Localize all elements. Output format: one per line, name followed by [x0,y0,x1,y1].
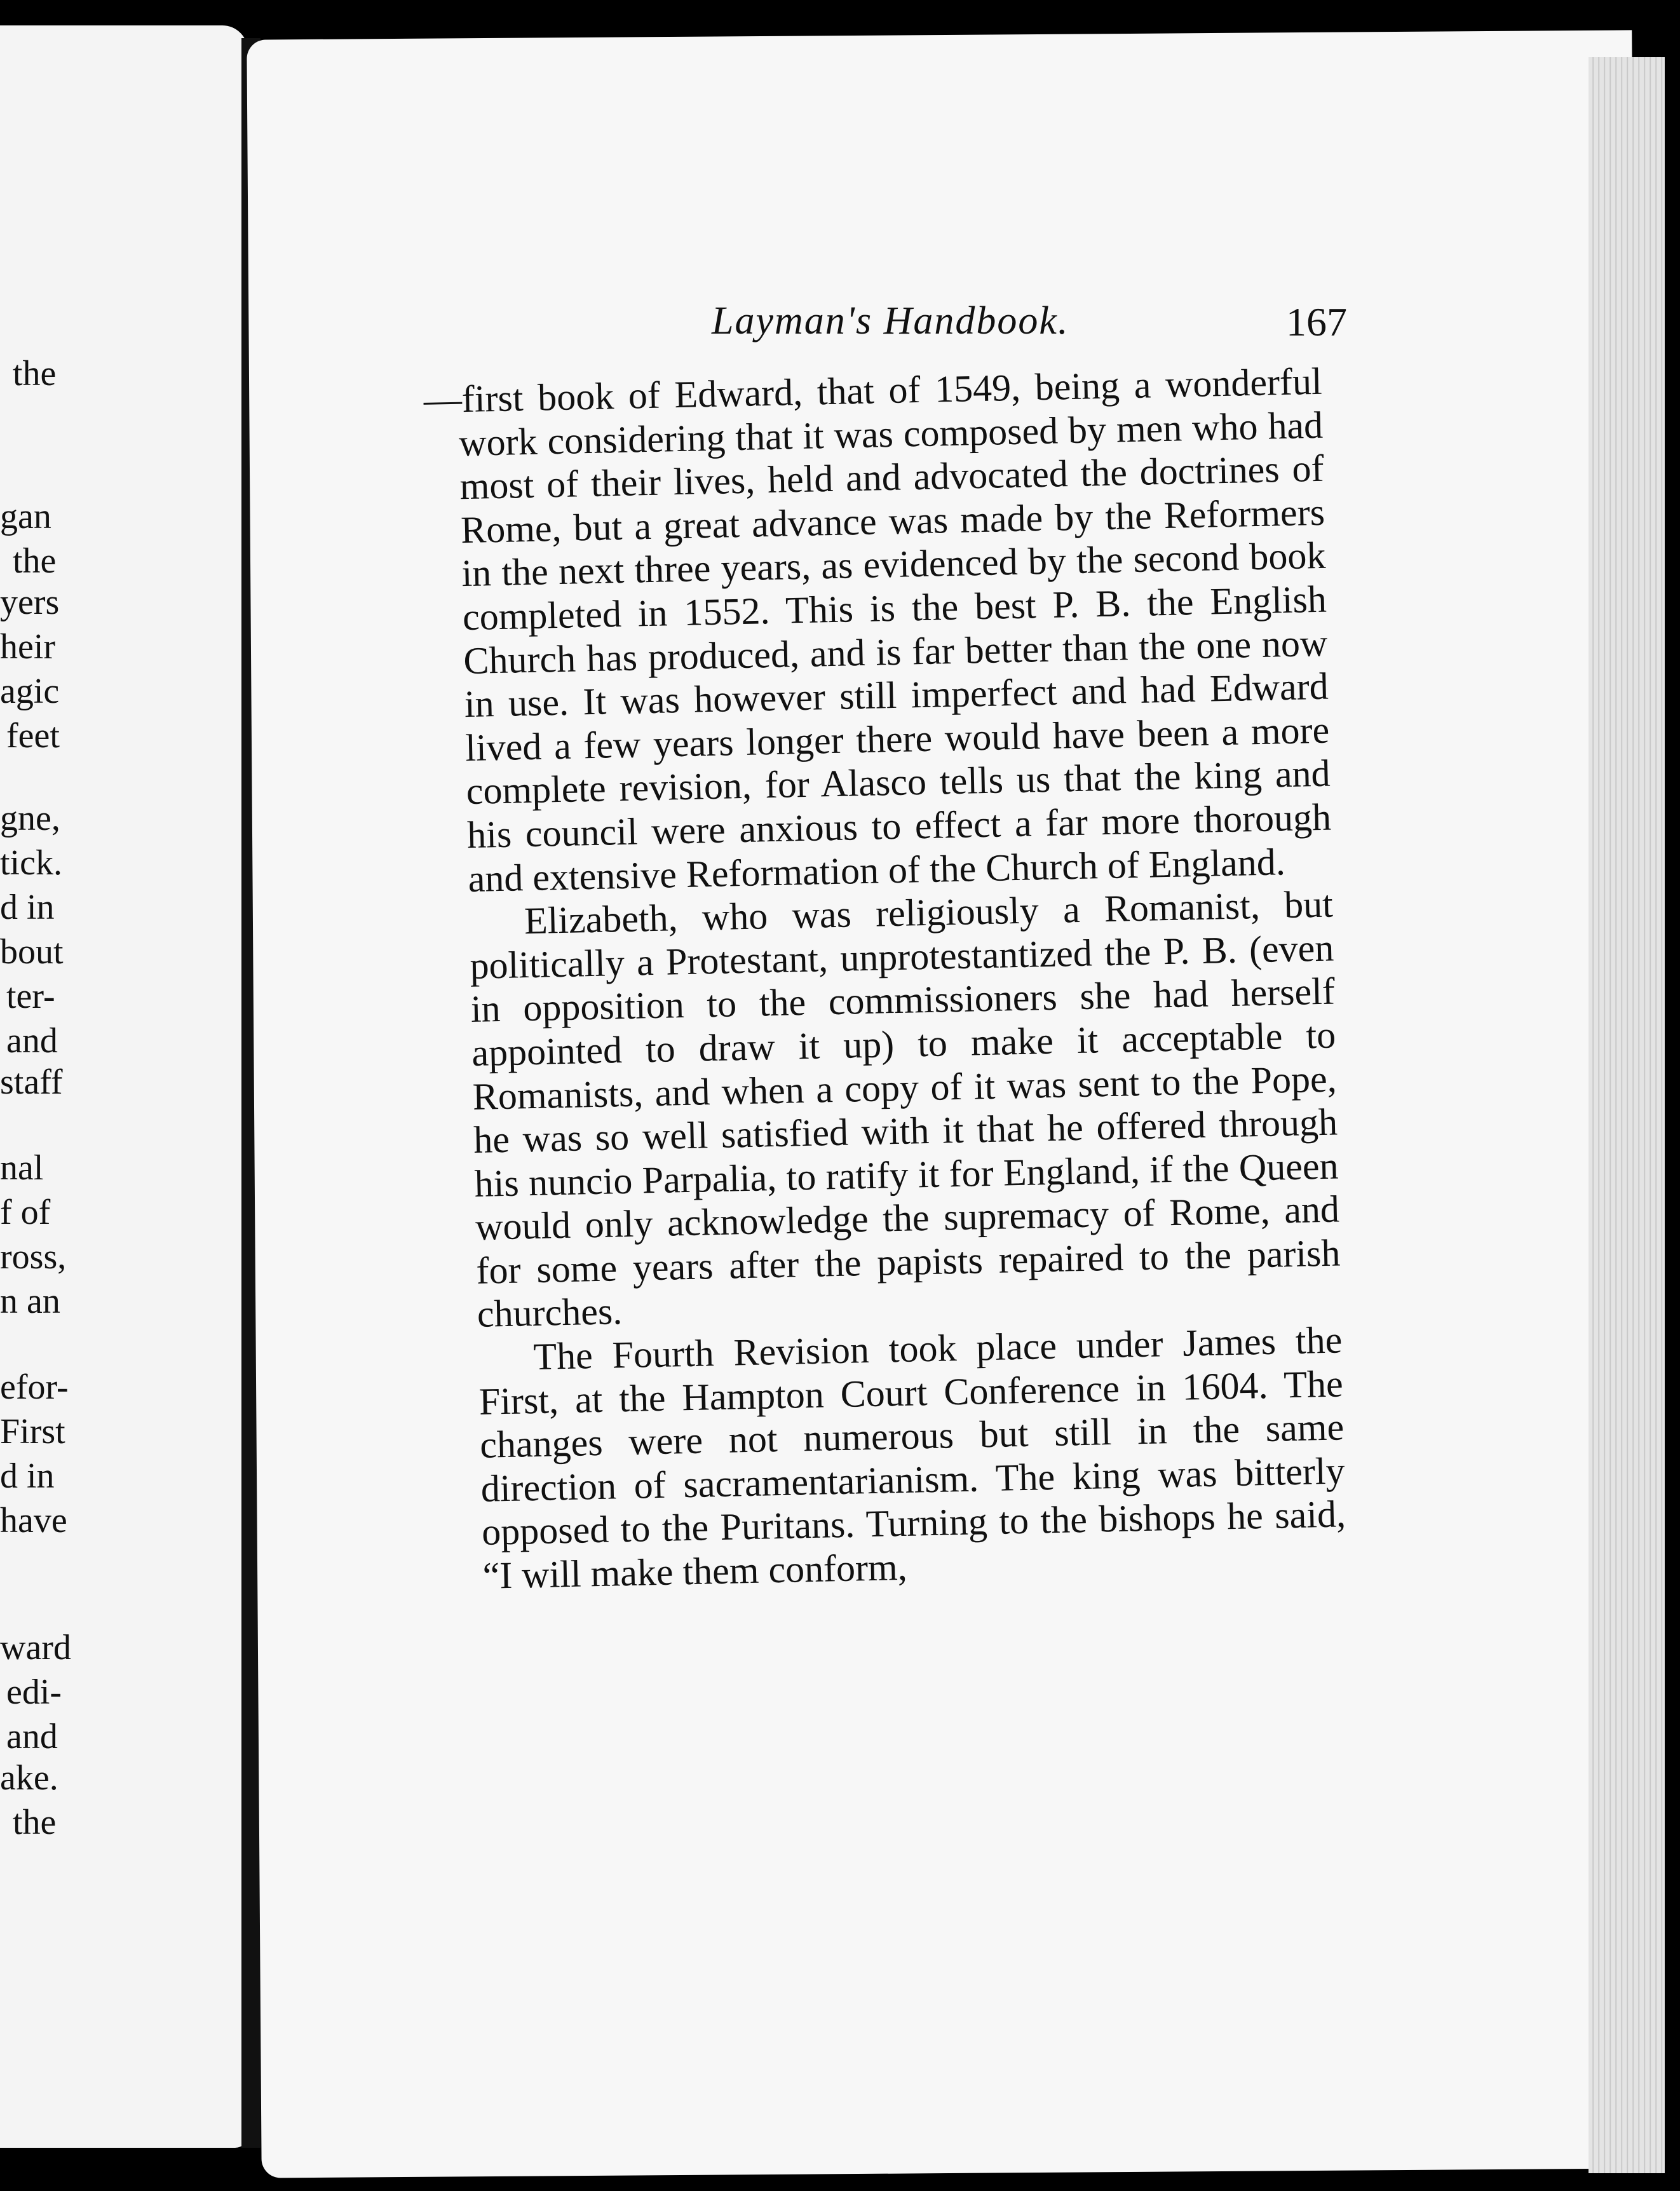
left-fragment: gan [0,497,51,536]
left-fragment: ter- [6,977,55,1016]
paragraph: Elizabeth, who was religiously a Romanist, but politically a Protestant, unprotestantized the P. B. (even in opposition to the commissioners she had herself appointed to draw it up) to make it acceptable to Romanists, and when a copy of it was sent to the Pope, he was so well satisfied with it that he offered through his nuncio Parpalia, to ratify it for England, if the Queen would only acknowledge the supremacy of Rome, and for some years after the papists repaired to the parish churches. [469,883,1341,1336]
left-fragment: ross, [0,1237,67,1277]
left-fragment: d in [0,888,55,927]
left-fragment: yers [0,583,60,622]
left-fragment: have [0,1501,67,1540]
left-fragment: d in [0,1456,55,1496]
left-fragment: the [13,354,57,393]
left-fragment: ake. [0,1758,58,1798]
left-fragment: and [6,1021,58,1061]
left-fragment: bout [0,932,64,972]
left-fragment: the [13,1803,57,1842]
left-fragment: f of [0,1193,51,1232]
left-fragment: ward [0,1628,71,1667]
running-title: Layman's Handbook. [712,299,1069,343]
paragraph: The Fourth Revision took place under James the First, at the Hampton Court Conference in 1604. The changes were not numerous but still in the same direction of sacramentarianism. The king was bitterly opposed to the Puritans. Turning to the bishops he said, “I will make them conform, [478,1319,1346,1597]
page-number: 167 [1286,299,1347,344]
left-page [0,25,248,2148]
page-edges [1589,57,1665,2173]
left-fragment: n an [0,1282,60,1321]
left-fragment: nal [0,1148,44,1188]
left-fragment: the [13,541,57,581]
left-fragment: tick. [0,843,62,883]
left-fragment: staff [0,1062,63,1102]
left-fragment: edi- [6,1672,62,1712]
left-fragment: and [6,1717,58,1756]
left-fragment: agic [0,672,60,711]
left-fragment: heir [0,627,56,667]
left-fragment: First [0,1412,65,1451]
left-fragment: efor- [0,1367,69,1407]
body-text [423,360,1347,1598]
left-fragment: gne, [0,799,60,838]
running-header [712,299,1347,349]
left-fragment: feet [6,716,60,756]
paragraph: —first book of Edward, that of 1549, being a wonderful work considering that it was composed by men who had most of their lives, held and advocated the doctrines of Rome, but a great advance was made by the Reformers in the next three years, as evidenced by the second book completed in 1552. This is the best P. B. the English Church has produced, and is far better than the one now in use. It was however still imperfect and had Edward lived a few years longer there would have been a more complete revision, for Alasco tells us that the king and his council were anxious to effect a far more thorough and extensive Reformation of the Church of England. [423,360,1332,900]
